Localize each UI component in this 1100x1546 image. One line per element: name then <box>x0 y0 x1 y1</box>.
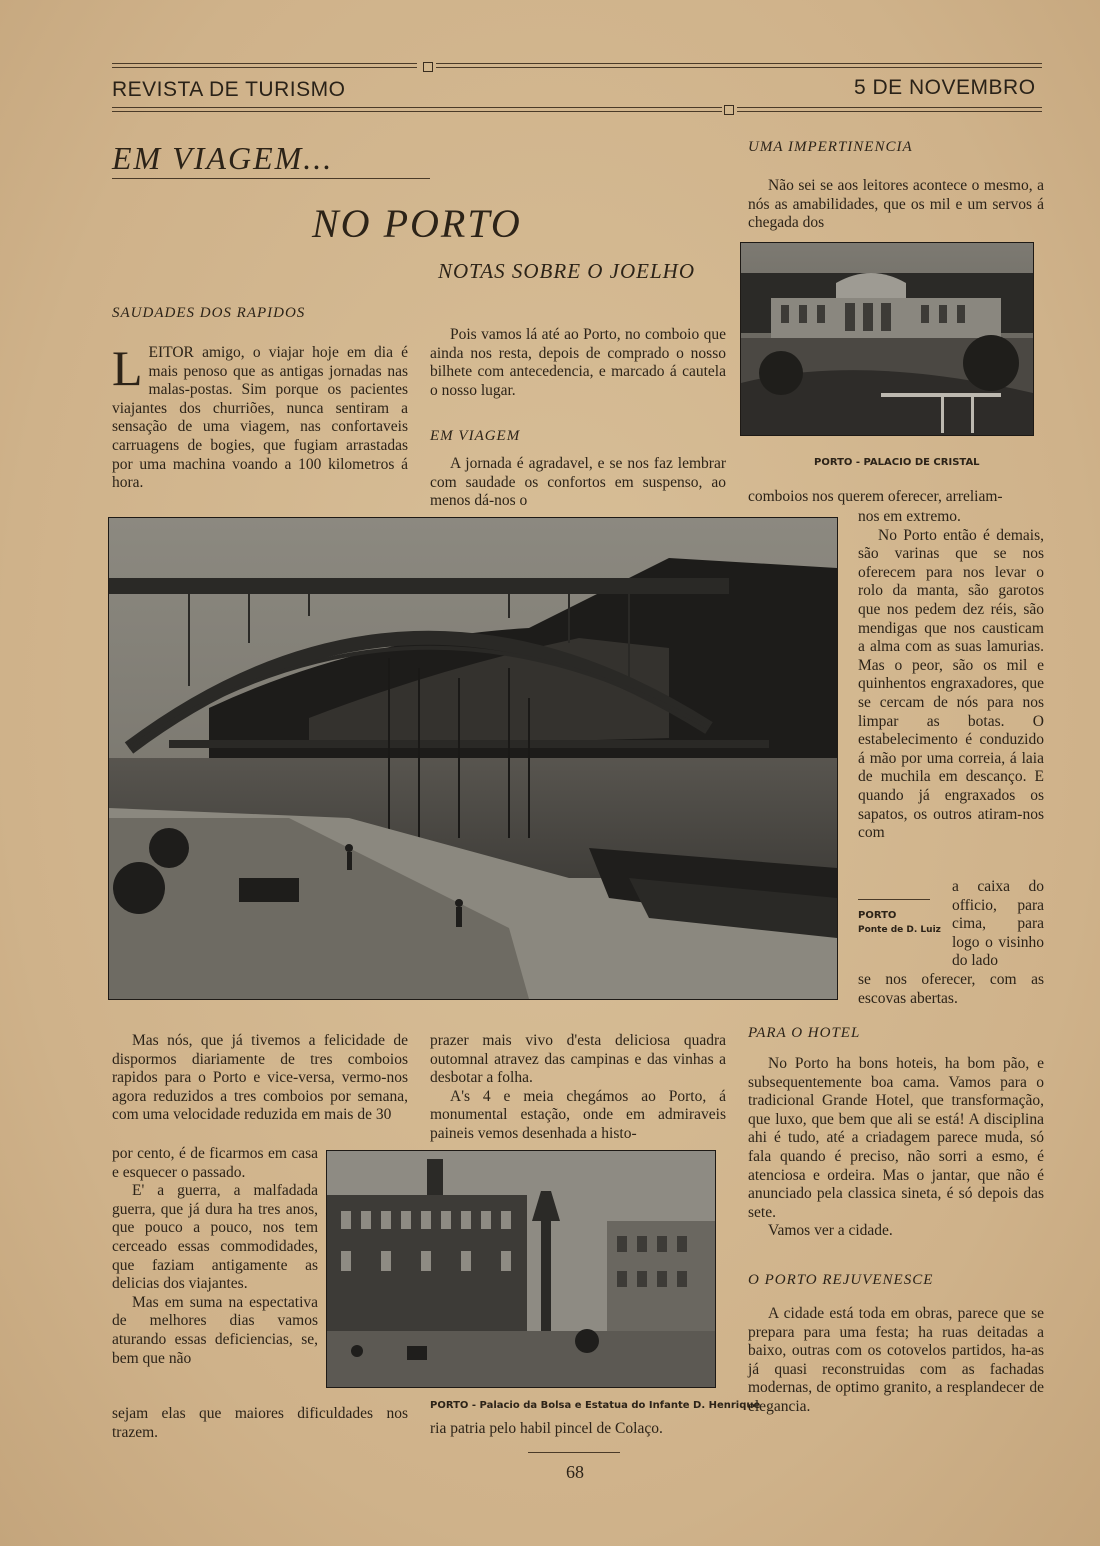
col3-paragraph-1: Não sei se aos leitores acontece o mesmo, a nós as amabilidades, que os mil e um servos á chegada dos <box>748 177 1044 232</box>
column-3-end <box>858 971 1044 1008</box>
caption-ponte-line1: PORTO <box>858 910 897 921</box>
photo-palacio-bolsa <box>326 1150 716 1388</box>
issue-date: 5 DE NOVEMBRO <box>854 76 1036 99</box>
col2-paragraph-2: A jornada é agradavel, e se nos faz lembrar com saudade os confortos em suspenso, ao menos dá-nos o <box>430 455 726 510</box>
header-rule-bottom-right <box>737 107 1042 112</box>
page-number: 68 <box>566 1462 584 1482</box>
bottom-col2-paragraph-1: A's 4 e meia chegámos ao Porto, á monumental estação, onde em admiraveis paineis vemos desenhada a histo- <box>430 1087 726 1142</box>
bottom-column-3-b <box>748 1305 1044 1417</box>
col3-paragraph-2: No Porto então é demais, são varinas que se nos oferecem para nos levar o rolo da manta, são garotos que nos pedem dez réis, são mendigas que nos causticam a alma com as suas lamurias. Mas o peor, são os mil e quinhentos engraxadores, que se cercam de nós para nos limpar as botas. O estabelecimento é conduzido á mão por uma correia, á laia de muchila em descanço. E quando já engraxados os sapatos, os outros atiram-nos com <box>858 526 1044 842</box>
article-subtitle: NOTAS SOBRE O JOELHO <box>438 259 696 283</box>
bottom-col1-paragraph-1: Mas nós, que já tivemos a felicidade de dispormos diariamente de tres comboios rapidos para o Porto e vice-versa, vermo-nos agora reduzidos a tres comboios por semana, com uma velocidade reduzida em mais de 30 <box>112 1032 408 1124</box>
section-heading-rejuvenesce: O PORTO REJUVENESCE <box>748 1272 934 1288</box>
kicker-underline <box>112 178 430 179</box>
column-1-text <box>112 340 409 493</box>
column-3-wrap <box>952 878 1044 971</box>
bottom-col1-paragraph-2: E' a guerra, a malfadada guerra, que já dura ha tres anos, que pouco a pouco, nos tem cerceado essas commodidades, que faziam antigamente as delicias dos viajantes. <box>112 1182 318 1293</box>
header-rule-top-right <box>436 63 1042 68</box>
bottom-col3-paragraph-3: A cidade está toda em obras, parece que se prepara para uma festa; ha ruas deitadas a baixo, outras com os cotovelos partidos, ha-as já quasi reconstruidas com as fachadas modernas, de optimo granito, a resplandecer de elegancia. <box>748 1305 1044 1415</box>
photo-palacio-cristal <box>740 242 1034 436</box>
bottom-col3-paragraph-1: No Porto ha bons hoteis, ha bom pão, e subsequentemente boa cama. Vamos para o tradicional Grande Hotel, que transformação, que luxo, que bem que ali se está! A disciplina ahi é tudo, até a criadagem parece muda, só fala quando é preciso, não sorri a esmo, é atenciosa e ordeira. Mas o jantar, que não é anunciado pela classica sineta, é só depois das sete. <box>748 1055 1044 1221</box>
col1-smallcaps: EITOR <box>148 344 194 361</box>
caption-palacio-cristal: PORTO - PALACIO DE CRISTAL <box>814 457 980 468</box>
magazine-name: REVISTA DE TURISMO <box>112 78 346 101</box>
column-3-text <box>748 177 1044 233</box>
bottom-column-2-end <box>430 1420 726 1439</box>
caption-ponte-line2: Ponte de D. Luiz <box>858 925 941 935</box>
header-rule-bottom-left <box>112 107 722 112</box>
col3-continuation-lead: comboios nos querem oferecer, arreliam- <box>748 488 1003 505</box>
bottom-col1-wrap: por cento, é de ficarmos em casa e esquecer o passado. <box>112 1145 318 1181</box>
article-kicker: EM VIAGEM... <box>112 140 334 176</box>
col3-end-text: se nos oferecer, com as escovas abertas. <box>858 971 1044 1007</box>
caption-rule-ponte <box>858 899 930 900</box>
bottom-column-1-end <box>112 1405 408 1442</box>
bottom-col1-end: sejam elas que maiores dificuldades nos trazem. <box>112 1405 408 1441</box>
column-2-text <box>430 326 726 400</box>
section-heading-hotel: PARA O HOTEL <box>748 1025 861 1041</box>
caption-palacio-bolsa: PORTO - Palacio da Bolsa e Estatua do Infante D. Henrique <box>430 1400 761 1411</box>
bottom-column-1 <box>112 1032 408 1125</box>
column-2-text-b <box>430 455 726 511</box>
article-title: NO PORTO <box>312 201 522 246</box>
section-heading-impertinencia: UMA IMPERTINENCIA <box>748 139 913 155</box>
header-ornament <box>423 62 433 72</box>
bottom-column-2 <box>430 1032 726 1144</box>
footer-rule <box>528 1452 620 1453</box>
header-ornament-2 <box>724 105 734 115</box>
bottom-column-3 <box>748 1055 1044 1241</box>
ponte-illustration <box>109 518 837 999</box>
column-3-continuation <box>748 488 1044 507</box>
bottom-col1-paragraph-3: Mas em suma na espectativa de melhores dias vamos aturando essas deficiencias, se, bem que não <box>112 1293 318 1367</box>
bottom-column-1-wrap <box>112 1145 318 1368</box>
section-heading-em-viagem: EM VIAGEM <box>430 428 521 444</box>
palacio-cristal-illustration <box>741 243 1033 435</box>
drop-cap: L <box>112 340 143 396</box>
bottom-col2-paragraph-0: prazer mais vivo d'esta deliciosa quadra outomnal atravez das campinas e das vinhas a desbotar a folha. <box>430 1032 726 1087</box>
col3-wrap-text: a caixa do officio, para cima, para logo o visinho do lado <box>952 878 1044 970</box>
col1-paragraph: amigo, o viajar hoje em dia é mais penoso que as antigas jornadas nas malas-postas. Sim porque os pacientes viajantes dos churriões, nunca sentiram a sensação de uma viagem, nas confortaveis carruagens de bogies, que fugiam arrastadas por uma machina voando a 100 kilometros á hora. <box>112 344 409 492</box>
header-rule-top-left <box>112 63 417 68</box>
col2-paragraph-1: Pois vamos lá até ao Porto, no comboio que ainda nos resta, depois de comprado o nosso bilhete com antecedencia, e marcado á cautela o nosso lugar. <box>430 326 726 399</box>
bottom-col3-paragraph-2: Vamos ver a cidade. <box>768 1222 893 1240</box>
bottom-col2-end: ria patria pelo habil pincel de Colaço. <box>430 1420 663 1437</box>
column-3-text-narrow <box>858 508 1044 843</box>
photo-ponte-d-luiz <box>108 517 838 1000</box>
section-heading-saudades: SAUDADES DOS RAPIDOS <box>112 305 306 321</box>
col3-continuation: nos em extremo. <box>858 508 961 525</box>
bolsa-illustration <box>327 1151 715 1387</box>
